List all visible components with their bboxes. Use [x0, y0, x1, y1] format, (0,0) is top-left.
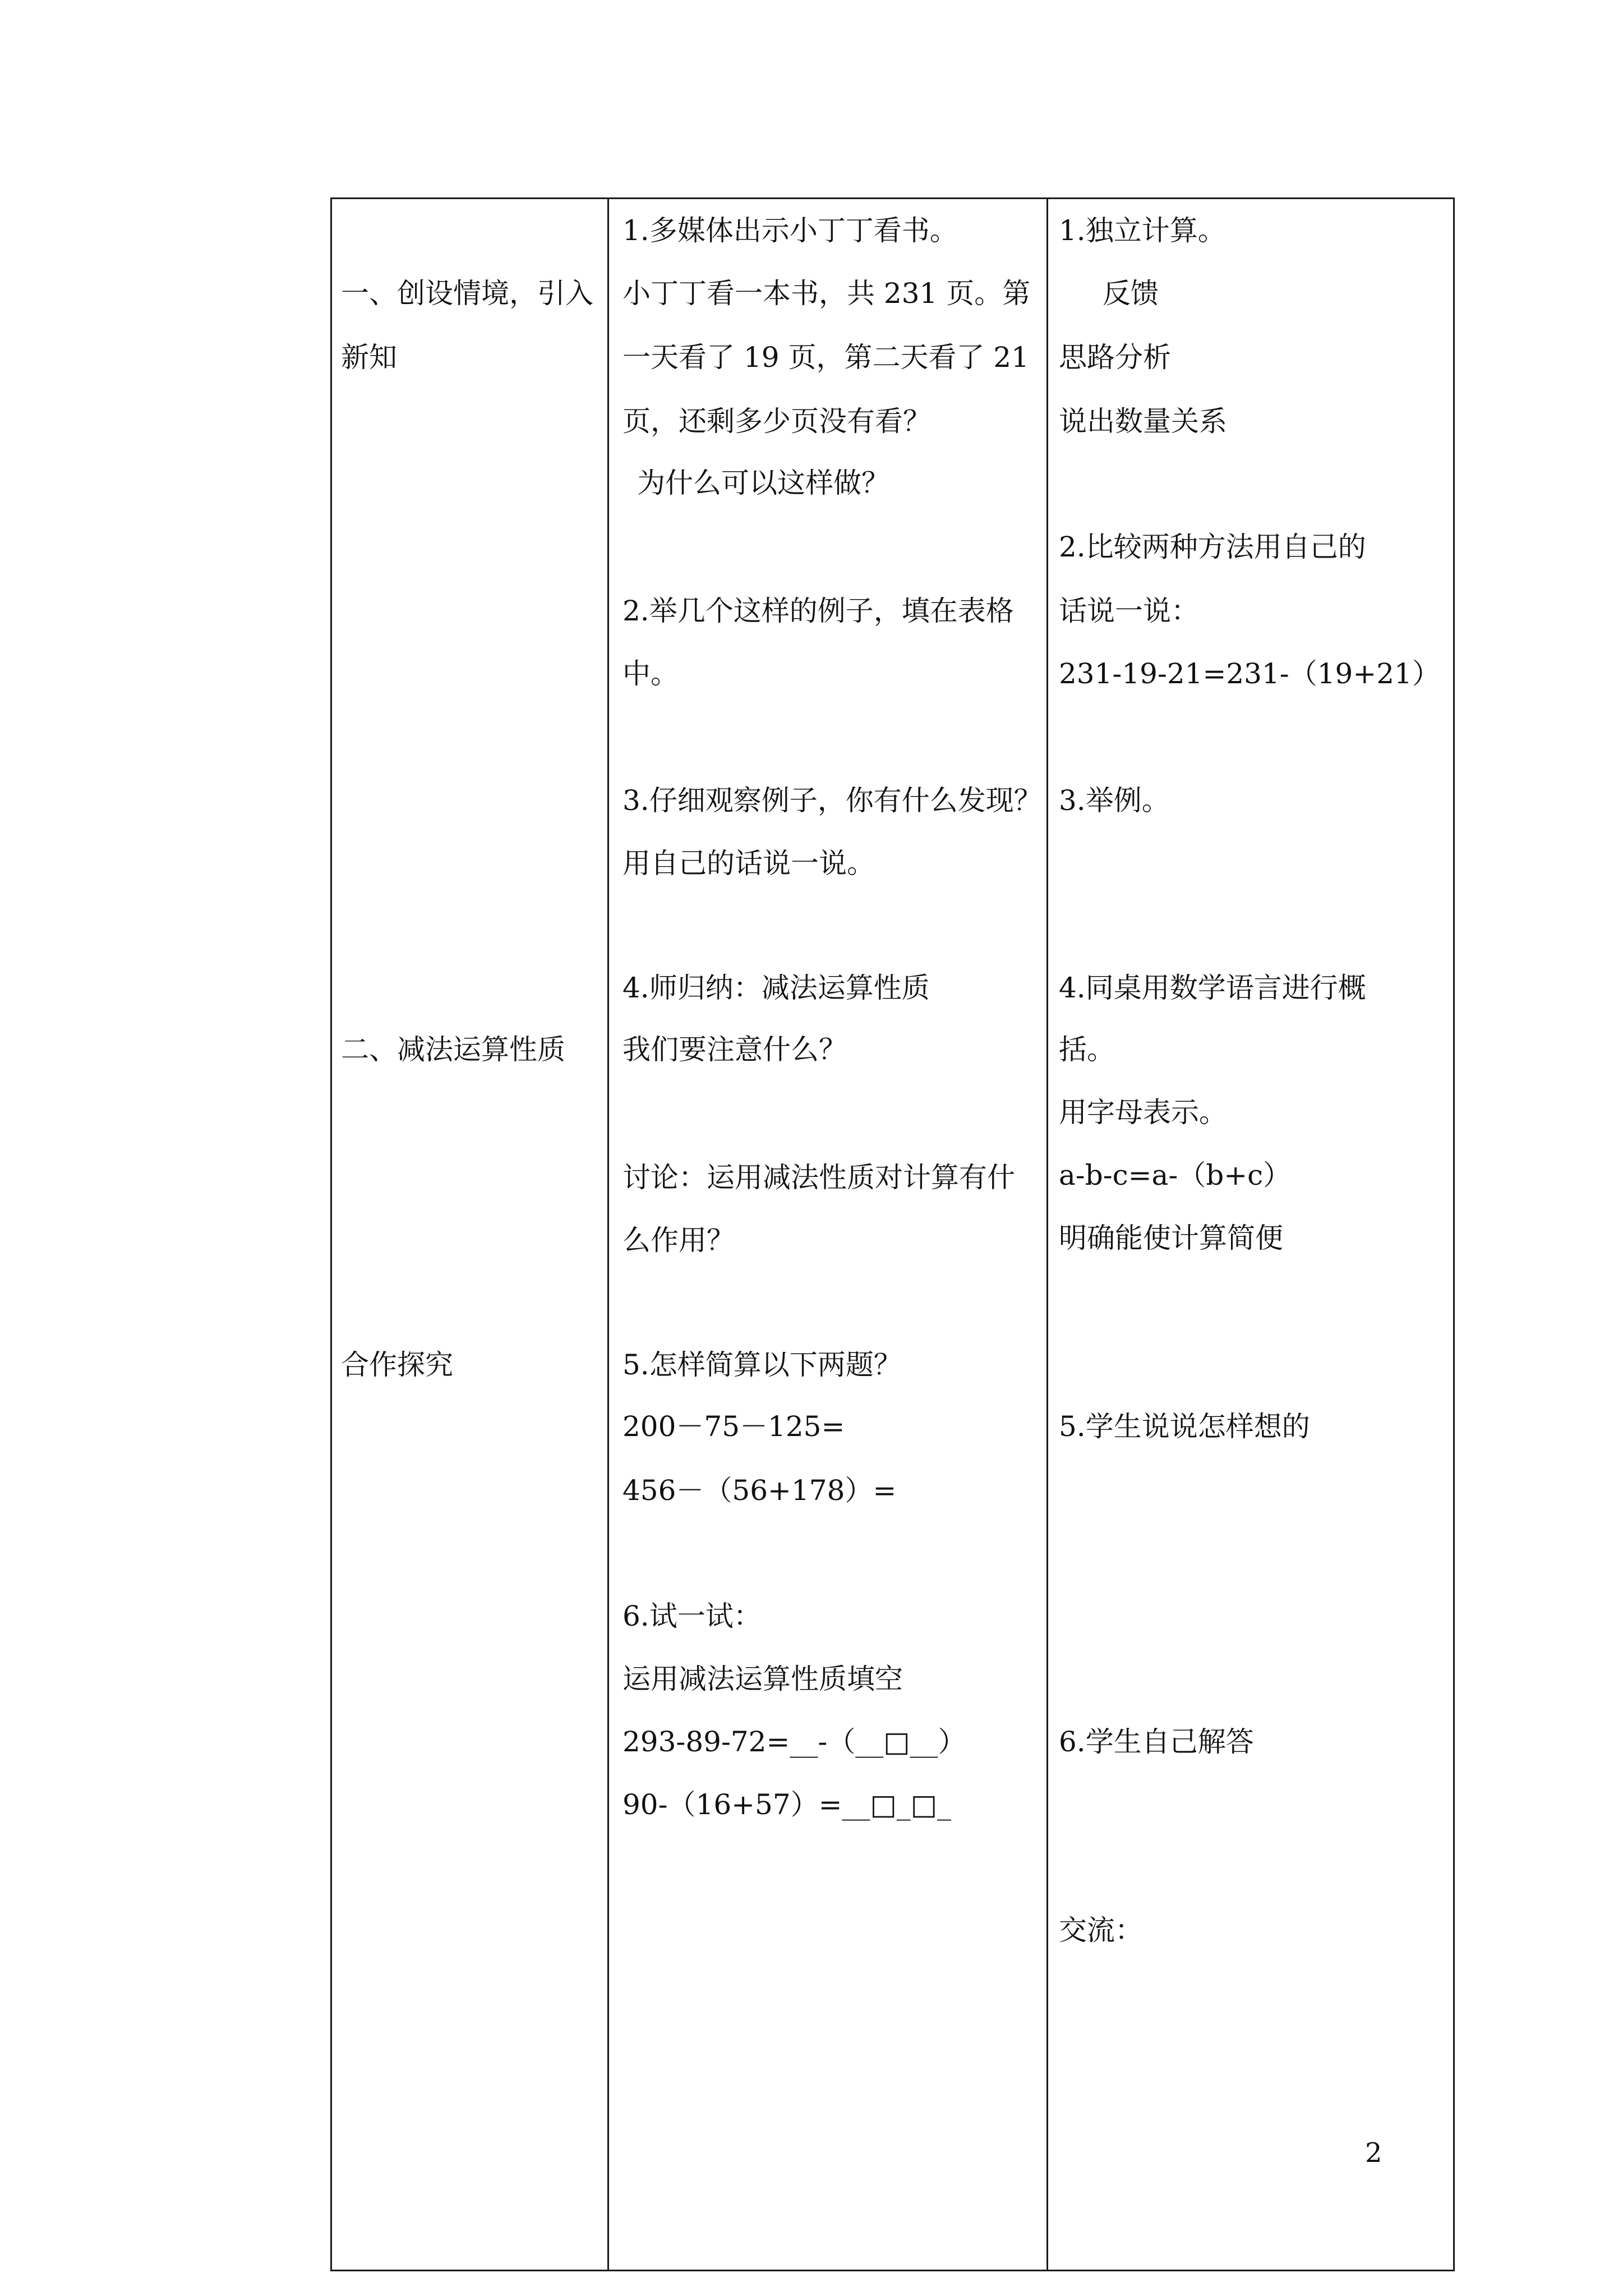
student-feedback: 反馈	[1103, 277, 1159, 310]
teacher-item-5-equation-1: 200－75－125=	[623, 1410, 845, 1443]
teacher-item-4-line2: 我们要注意什么？	[623, 1033, 847, 1066]
student-item-3: 3.举例。	[1059, 784, 1170, 817]
student-letters: 用字母表示。	[1059, 1096, 1227, 1129]
stage-3-title: 合作探究	[341, 1349, 453, 1381]
teacher-item-3-line2: 用自己的话说一说。	[623, 847, 875, 880]
teacher-item-1-text-3: 页，还剩多少页没有看？	[623, 405, 931, 438]
column-divider-2	[1046, 197, 1048, 2271]
stage-2-title: 二、减法运算性质	[341, 1033, 565, 1066]
student-item-2-line2: 话说一说：	[1059, 595, 1199, 627]
teacher-item-6-instruction: 运用减法运算性质填空	[623, 1663, 903, 1695]
student-clarify: 明确能使计算简便	[1059, 1222, 1283, 1254]
teacher-item-6-title: 6.试一试：	[623, 1600, 762, 1632]
teacher-item-2-line2: 中。	[623, 657, 679, 690]
teacher-item-6-equation-2: 90-（16+57）=__□_□_	[623, 1788, 952, 1821]
student-item-5: 5.学生说说怎样想的	[1059, 1410, 1310, 1443]
student-item-4-line2: 括。	[1059, 1033, 1115, 1066]
student-relation: 说出数量关系	[1059, 405, 1227, 438]
lesson-table	[330, 197, 1455, 2271]
teacher-item-4-line1: 4.师归纳：减法运算性质	[623, 972, 930, 1004]
teacher-item-2-line1: 2.举几个这样的例子，填在表格	[623, 595, 1014, 627]
column-divider-1	[607, 197, 609, 2271]
teacher-item-3-line1: 3.仔细观察例子，你有什么发现？	[623, 784, 1042, 817]
teacher-discussion-line1: 讨论：运用减法性质对计算有什	[623, 1161, 1015, 1194]
student-item-4-line1: 4.同桌用数学语言进行概	[1059, 972, 1366, 1004]
teacher-item-1-text-1: 小丁丁看一本书，共 231 页。第	[623, 277, 1031, 310]
student-analysis: 思路分析	[1059, 341, 1171, 374]
teacher-item-5-equation-2: 456－（56+178）=	[623, 1474, 897, 1507]
teacher-item-1-question: 为什么可以这样做？	[637, 467, 889, 499]
stage-1-title-line1: 一、创设情境，引入	[341, 277, 593, 310]
student-item-2-equation: 231-19-21=231-（19+21）	[1059, 657, 1440, 690]
student-formula: a-b-c=a-（b+c）	[1059, 1159, 1292, 1191]
teacher-item-6-equation-1: 293-89-72=__-（__□__）	[623, 1726, 966, 1758]
page-number: 2	[1365, 2137, 1382, 2169]
teacher-item-1-title: 1.多媒体出示小丁丁看书。	[623, 214, 958, 247]
student-item-2-line1: 2.比较两种方法用自己的	[1059, 531, 1366, 563]
student-item-6: 6.学生自己解答	[1059, 1726, 1254, 1758]
stage-1-title-line2: 新知	[341, 341, 397, 374]
teacher-item-1-text-2: 一天看了 19 页，第二天看了 21	[623, 341, 1029, 374]
teacher-discussion-line2: 么作用？	[623, 1224, 735, 1257]
student-item-1: 1.独立计算。	[1059, 214, 1226, 247]
student-exchange: 交流：	[1059, 1914, 1143, 1947]
teacher-item-5-title: 5.怎样简算以下两题？	[623, 1349, 902, 1381]
